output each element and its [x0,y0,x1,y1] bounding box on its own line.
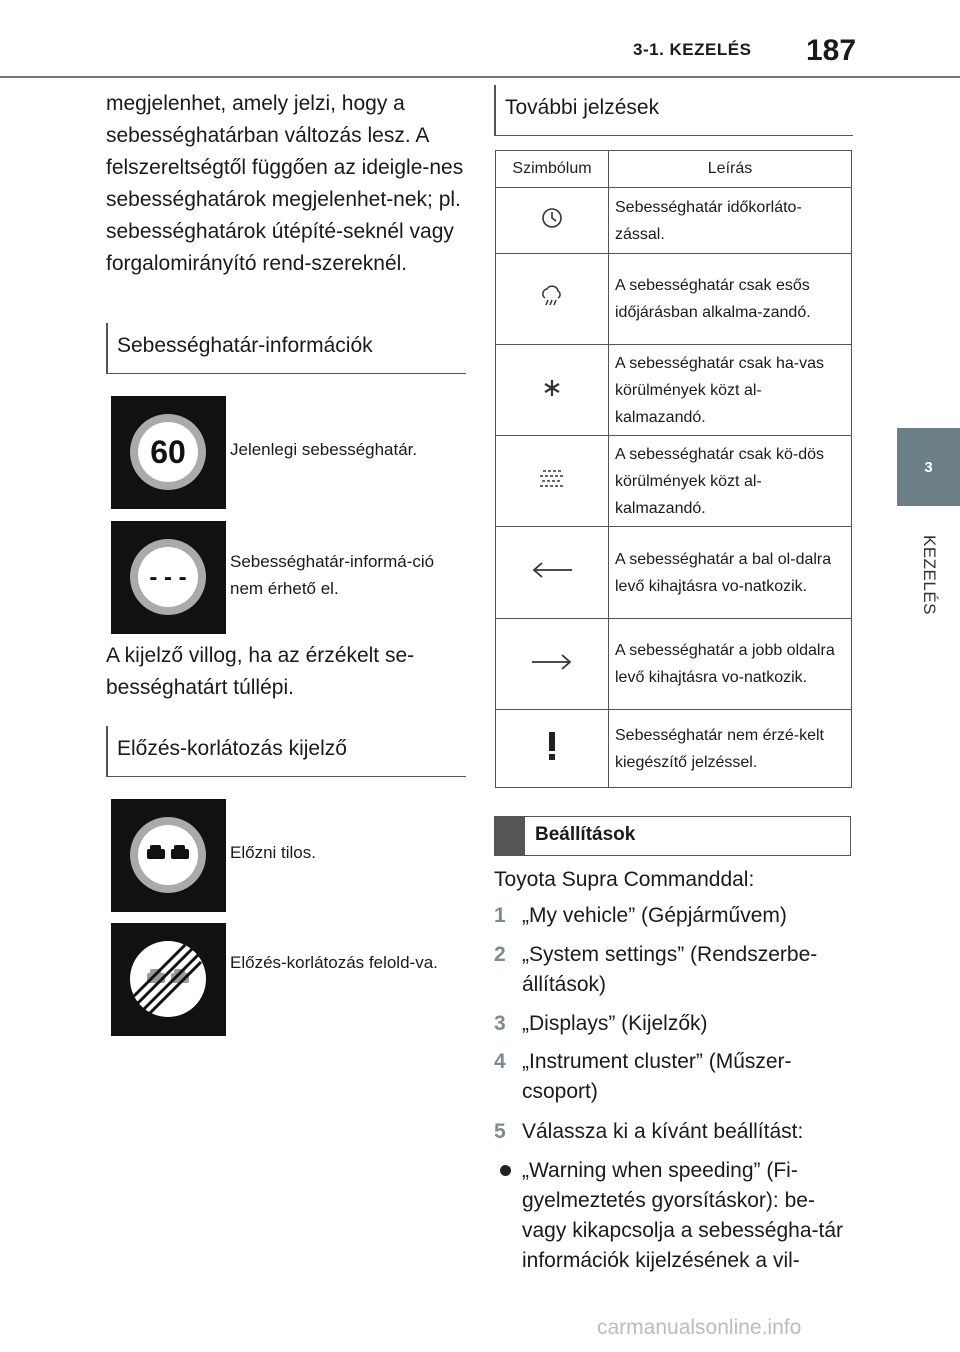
step-item [494,901,854,931]
table-row [496,619,852,710]
header-rule [0,76,960,78]
table-row [496,188,852,254]
row-desc: Sebességhatár nem érzé-kelt kiegészítő jelzéssel. [609,710,852,788]
speed-limit-unknown-sign [111,521,226,634]
chapter-number: 3 [924,458,933,476]
other-signals-heading [494,85,853,136]
no-overtaking-sign [111,799,226,912]
step-text: Válassza ki a kívánt beállítást: [522,1120,804,1143]
settings-heading [494,816,851,856]
exclamation-icon [545,731,559,761]
table-row [496,254,852,345]
intro-paragraph: megjelenhet, amely jelzi, hogy a sebességhatárban változás lesz. A felszereltségtől függően az ideigle-nes sebességhatárok megjelenhet-nek; pl. sebességhatárok útépíté-seknél vagy forgalomirányító rend-szereknél. [106,92,464,275]
bullet-text: „Warning when speeding” (Fi-gyelmeztetés gyorsításkor): be-vagy kikapcsolja a sebességha-tár információk kijelzésének a vil- [522,1159,844,1272]
arrow-left-icon [530,560,574,580]
col-header-desc: Leírás [609,151,852,188]
speed-info-heading-text: Sebességhatár-információk [117,334,373,357]
settings-heading-text: Beállítások [535,824,636,845]
step-number: 5 [494,1120,506,1143]
sign-dashes-text: - - - [149,564,187,591]
row-desc: A sebességhatár csak esős időjárásban alkalma-zandó. [609,254,852,345]
step-number: 2 [494,943,506,966]
step-item [494,1009,854,1039]
watermark: carmanualsonline.info [597,1316,802,1339]
bullet-dot [500,1165,511,1176]
row-desc: A sebességhatár csak kö-dös körülmények közt al-kalmazandó. [609,436,852,527]
section-title: 3-1. KEZELÉS [633,40,752,59]
chapter-label-text: KEZELÉS [919,534,939,616]
step-number: 3 [494,1012,506,1035]
chapter-label [897,520,960,630]
overtake-sign-desc: Előzés-korlátozás felold-va. [230,953,438,972]
row-desc: A sebességhatár csak ha-vas körülmények közt al-kalmazandó. [609,345,852,436]
step-item [494,1047,854,1107]
rain-icon [539,285,565,309]
table-row [496,345,852,436]
speed-sign-desc: Sebességhatár-informá-ció nem érhető el. [230,552,435,598]
speed-info-heading [106,323,466,374]
fog-icon [538,467,566,491]
table-row [496,527,852,619]
step-item [494,1117,854,1147]
other-signals-heading-text: További jelzések [505,96,660,119]
step-number: 4 [494,1050,506,1073]
table-row [496,436,852,527]
step-item [494,940,854,1000]
settings-heading-bar [495,817,525,855]
overtake-heading [106,726,466,777]
table-row [496,710,852,788]
arrow-right-icon [530,652,574,672]
row-desc: A sebességhatár a jobb oldalra levő kihajtásra vo-natkozik. [609,619,852,710]
col-header-symbol: Szimbólum [496,151,609,188]
speed-sign-desc: Jelenlegi sebességhatár. [230,440,418,459]
step-text: „My vehicle” (Gépjárművem) [522,904,787,927]
step-number: 1 [494,904,506,927]
step-text: „Instrument cluster” (Műszer-csoport) [522,1050,792,1103]
blink-paragraph: A kijelző villog, ha az érzékelt se-bességhatárt túllépi. [106,644,415,699]
page-number: 187 [806,34,857,67]
chapter-tab[interactable] [897,428,960,506]
step-text: „System settings” (Rendszerbe-állítások) [522,943,818,996]
step-text: „Displays” (Kijelzők) [522,1012,708,1035]
overtake-heading-text: Előzés-korlátozás kijelző [117,737,347,760]
clock-icon [540,206,564,230]
end-no-overtaking-sign [111,923,226,1036]
row-desc: A sebességhatár a bal ol-dalra levő kihajtásra vo-natkozik. [609,527,852,619]
symbol-table [495,150,852,788]
overtake-sign-desc: Előzni tilos. [230,843,316,862]
settings-intro: Toyota Supra Commanddal: [494,868,755,891]
speed-limit-60-sign [111,396,226,509]
sign-60-text: 60 [150,434,186,470]
row-desc: Sebességhatár időkorláto-zással. [609,188,852,254]
snowflake-icon [541,377,563,399]
